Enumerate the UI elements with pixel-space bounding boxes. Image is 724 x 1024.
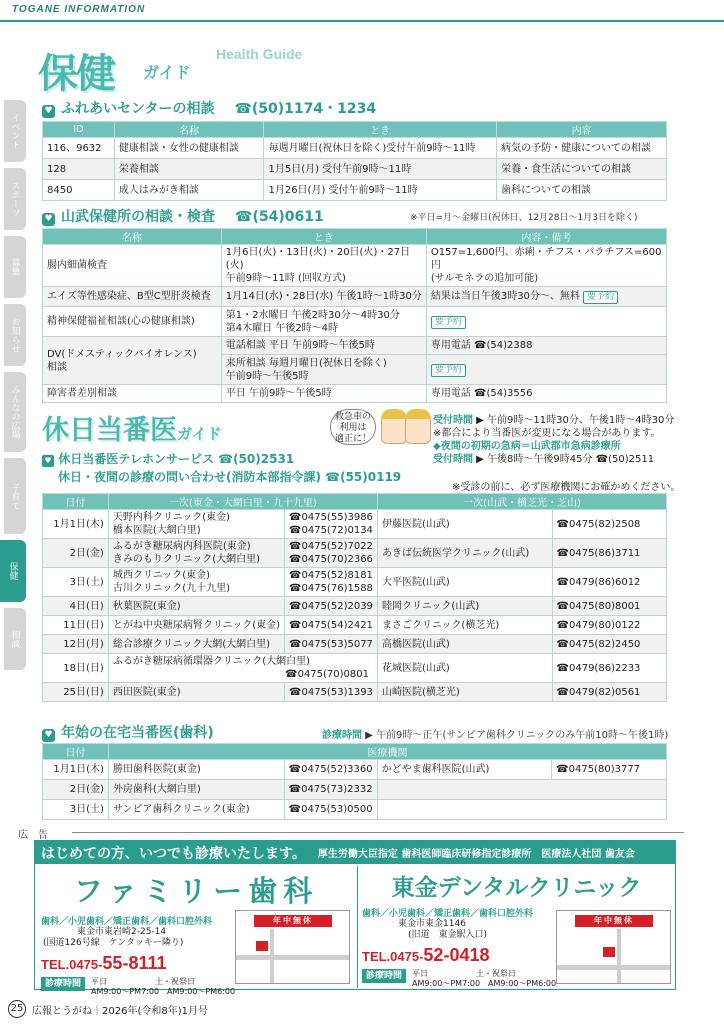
fureai-table <box>42 121 667 201</box>
cell-date: 2日(金) <box>43 780 109 800</box>
side-tab-notice[interactable]: お知らせ <box>4 304 26 366</box>
side-tab-consult[interactable]: 相談 <box>4 608 26 670</box>
clinic-dept: 歯科／小児歯科／矯正歯科／歯科口腔外科 <box>362 909 534 919</box>
cell-tel: ☎0475(73)2332 <box>284 780 377 800</box>
map-pin-icon <box>256 941 268 951</box>
cell-content: O157=1,600円、赤痢・チフス・パラチフス=600円 (サルモネラの追加可能) <box>426 245 666 287</box>
col-header: ID <box>43 122 115 138</box>
clinic-tel: ☎0475(70)2366 <box>289 554 373 565</box>
table-header-row <box>43 229 667 245</box>
side-tab-health[interactable]: 保健 <box>0 540 26 602</box>
cell-when: 1月6日(火)・13日(火)・20日(火)・27日(火) 午前9時～11時 (回収方式) <box>221 245 426 287</box>
heart-icon: ♥ <box>42 729 55 742</box>
cell-content: 歯科についての相談 <box>497 180 667 201</box>
cell-tel: ☎0475(86)3711 <box>552 539 666 568</box>
table-row <box>43 138 667 159</box>
cell-tel: ☎0475(82)2508 <box>552 510 666 539</box>
nurse-illustration <box>405 410 431 444</box>
cell-clinic: 睦岡クリニック(山武) <box>378 597 553 616</box>
cell-tel <box>285 539 378 568</box>
confirm-note: ※受診の前に、必ず医療機関にお確かめください。 <box>452 482 681 493</box>
table-row <box>43 654 667 683</box>
side-tab-sports[interactable]: スポーツ <box>4 168 26 230</box>
cell-name: 障害者差別相談 <box>43 385 222 403</box>
cell-date: 4日(日) <box>43 597 109 616</box>
table-row <box>43 307 667 337</box>
cell-clinic: 花城医院(山武) <box>378 654 553 683</box>
table-row <box>43 760 667 780</box>
clinic-name: 橋本医院(大網白里) <box>112 525 201 536</box>
cell-date: 25日(日) <box>43 683 109 702</box>
page-title <box>38 42 303 97</box>
clinic-address-note: (旧道 東金駅入口) <box>408 930 488 940</box>
table-header-row <box>43 744 667 760</box>
fureai-title: ふれあいセンターの相談 <box>61 101 215 117</box>
cell-clinic: 山崎医院(横芝光) <box>378 683 553 702</box>
heart-icon: ♥ <box>42 455 54 467</box>
clinic-tel: ☎0475(52)7022 <box>289 541 373 552</box>
cell-date: 2日(金) <box>43 539 109 568</box>
cell-date: 1月1日(木) <box>43 760 109 780</box>
cell-content <box>426 307 666 337</box>
clinic-map <box>556 910 671 984</box>
footer <box>8 1000 208 1018</box>
cell-tel: ☎0475(82)2450 <box>552 635 666 654</box>
map-pin-icon <box>603 947 615 957</box>
dental-hours-label: 診療時間 <box>322 730 362 741</box>
cell-clinic <box>108 539 284 568</box>
cell-tel: ☎0475(80)3777 <box>552 760 667 780</box>
table-row <box>43 337 667 355</box>
col-header: 内容 <box>497 122 667 138</box>
header-rule <box>0 20 724 22</box>
ad-label: 広 告 <box>18 830 48 841</box>
col-header: 一次(東金・大網白里・九十九里) <box>108 494 377 510</box>
clinic-hours-days: 平日 土・祝祭日 <box>91 977 196 986</box>
cell-content: 専用電話 ☎(54)3556 <box>426 385 666 403</box>
col-header: 名称 <box>114 122 264 138</box>
cell-clinic <box>108 568 284 597</box>
reception-line: 受付時間 ▶ 午前9時～11時30分、午後1時～4時30分 <box>433 415 675 426</box>
change-note: ※都合により当番医が変更になる場合があります。 <box>433 428 661 439</box>
cell-tel: ☎0479(86)6012 <box>552 568 666 597</box>
speech-bubble: 救急車の 利用は 適正に！ <box>330 409 376 445</box>
holiday-title-sub: ガイド <box>177 425 222 443</box>
sanbu-table <box>42 228 667 403</box>
clinic-name: 城西クリニック(東金) <box>112 570 211 581</box>
cell-date: 12日(月) <box>43 635 109 654</box>
cell-tel: ☎0479(82)0561 <box>552 683 666 702</box>
reservation-badge: 要予約 <box>431 316 466 329</box>
clinic-name: きみのもりクリニック(大網白里) <box>112 554 261 565</box>
table-header-row <box>43 122 667 138</box>
sanbu-heading <box>42 206 324 226</box>
table-row <box>43 159 667 180</box>
col-header: 日付 <box>43 744 109 760</box>
clinic-name: 古川クリニック(九十九里) <box>112 583 231 594</box>
table-row <box>43 385 667 403</box>
cell-tel: ☎0479(86)2233 <box>552 654 666 683</box>
page-number: 25 <box>8 1000 26 1018</box>
side-tab-event[interactable]: イベント <box>4 100 26 162</box>
clinic-tel: ☎0475(55)3986 <box>289 512 373 523</box>
clinic-tel: ☎0475(70)0801 <box>285 669 370 680</box>
cell-tel: ☎0475(52)2039 <box>285 597 378 616</box>
holiday-title-main: 休日当番医 <box>42 415 177 446</box>
cell-date: 18日(日) <box>43 654 109 683</box>
night-reception-hours: 午後8時～午後9時45分 ☎(50)2511 <box>487 454 655 465</box>
holiday-table <box>42 493 667 702</box>
side-tab-childcare[interactable]: 子育て <box>4 458 26 534</box>
open-all-year-badge: 年中無休 <box>254 915 332 927</box>
clinic-phone-prefix: TEL.0475- <box>41 957 103 972</box>
clinic-hours-times: AM9:00～PM7:00 AM9:00～PM6:00 <box>412 979 557 988</box>
cell-date: 1月1日(木) <box>43 510 109 539</box>
map-road <box>270 929 274 983</box>
clinic-phone-number: 52-0418 <box>423 945 490 965</box>
table-row <box>43 635 667 654</box>
cell-when: 1月14日(水)・28日(水) 午後1時～1時30分 <box>221 287 426 307</box>
cell-date: 3日(土) <box>43 568 109 597</box>
cell-clinic <box>108 510 284 539</box>
cell-clinic: 大平医院(山武) <box>378 568 553 597</box>
cell-name: DV(ドメスティックバイオレンス) 相談 <box>43 337 222 385</box>
cell-clinic: 勝田歯科医院(東金) <box>108 760 284 780</box>
cell-when: 1月5日(月) 受付午前9時～11時 <box>264 159 497 180</box>
reception-hours: 午前9時～11時30分、午後1時～4時30分 <box>487 415 675 426</box>
cell-clinic: 高橋医院(山武) <box>378 635 553 654</box>
title-english: Health Guide <box>216 46 303 62</box>
cell-tel: ☎0475(52)3360 <box>284 760 377 780</box>
table-row <box>43 510 667 539</box>
cell-clinic: あきば伝統医学クリニック(山武) <box>378 539 553 568</box>
cell-content: 病気の予防・健康についての相談 <box>497 138 667 159</box>
cell-content-text: 結果は当日午後3時30分～、無料 <box>430 290 580 302</box>
col-header: 名称 <box>43 229 222 245</box>
title-main: 保健 <box>38 51 114 97</box>
ad-subline: 厚生労働大臣指定 歯科医師臨床研修指定診療所 医療法人社団 歯友会 <box>317 849 635 860</box>
col-header: 内容・備考 <box>426 229 666 245</box>
cell-tel: ☎0475(53)0500 <box>284 800 377 820</box>
dental-table <box>42 743 667 820</box>
table-row <box>43 780 667 800</box>
map-road <box>557 965 670 970</box>
ad-headline: はじめての方、いつでも診療いたします。 <box>41 845 306 862</box>
cell-date: 11日(日) <box>43 616 109 635</box>
cell-clinic: 伊藤医院(山武) <box>378 510 553 539</box>
cell-name: 栄養相談 <box>114 159 264 180</box>
cell-when: 平日 午前9時～午後5時 <box>221 385 426 403</box>
col-header: とき <box>221 229 426 245</box>
open-all-year-badge: 年中無休 <box>575 915 653 927</box>
cell-clinic: サンピア歯科クリニック(東金) <box>108 800 284 820</box>
col-header: とき <box>264 122 497 138</box>
reservation-badge: 要予約 <box>431 364 466 377</box>
clinic-dept: 歯科／小児歯科／矯正歯科／歯科口腔外科 <box>41 917 213 927</box>
fureai-tel: ☎(50)1174・1234 <box>234 101 377 117</box>
clinic-family <box>37 866 355 996</box>
holiday-info <box>433 414 674 466</box>
night-reception-label: 受付時間 <box>433 454 473 465</box>
cell-tel: ☎0475(54)2421 <box>285 616 378 635</box>
header-bar <box>0 0 724 22</box>
cell-content <box>426 287 666 307</box>
cell-name: 成人はみがき相談 <box>114 180 264 201</box>
dental-heading <box>42 722 214 742</box>
cell-empty <box>377 800 666 820</box>
clinic-tel: ☎0475(76)1588 <box>289 583 373 594</box>
dental-title: 年始の在宅当番医(歯科) <box>61 725 214 741</box>
telservice: 休日当番医テレホンサービス ☎(50)2531 <box>58 452 295 466</box>
cell-clinic <box>108 654 377 683</box>
sanbu-title: 山武保健所の相談・検査 <box>61 209 215 225</box>
publication-name: 広報とうがね｜2026年(令和8年)1月号 <box>32 1005 208 1017</box>
clinic-hours-label: 診療時間 <box>362 969 406 983</box>
sanbu-note: ※平日=月～金曜日(祝休日、12月28日～1月3日を除く) <box>410 213 638 223</box>
clinic-name: 天野内科クリニック(東金) <box>112 512 231 523</box>
cell-id: 8450 <box>43 180 115 201</box>
clinic-address: 東金市東岩崎2-25-14 <box>77 927 167 937</box>
table-row <box>43 597 667 616</box>
cell-name: 健康相談・女性の健康相談 <box>114 138 264 159</box>
table-row <box>43 568 667 597</box>
clinic-hours-times: AM9:00～PM7:00 AM9:00～PM6:00 <box>91 987 236 996</box>
heart-icon: ♥ <box>42 105 55 118</box>
clinic-map <box>235 910 350 984</box>
table-row <box>43 683 667 702</box>
cell-id: 128 <box>43 159 115 180</box>
clinic-name: ふるがき糖尿病内科医院(東金) <box>112 541 251 552</box>
clinic-tel: ☎0475(52)8181 <box>289 570 373 581</box>
cell-when: 来所相談 毎週月曜日(祝休日を除く) 午前9時～午後5時 <box>221 355 426 385</box>
dental-hours-text: 午前9時～正午(サンピア歯科クリニックのみ午前10時～午後1時) <box>376 730 669 741</box>
cell-content: 栄養・食生活についての相談 <box>497 159 667 180</box>
clinic-address-note: (国道126号線 ケンタッキー隣り) <box>43 938 184 948</box>
cell-id: 116、9632 <box>43 138 115 159</box>
night-inquiry: 休日・夜間の診療の問い合わせ(消防本部指令課) ☎(55)0119 <box>58 470 402 484</box>
cell-when: 毎週月曜日(祝休日を除く)受付午前9時～11時 <box>264 138 497 159</box>
col-header: 一次(山武・横芝光・芝山) <box>378 494 667 510</box>
cell-clinic: 外房歯科(大網白里) <box>108 780 284 800</box>
clinic-phone-prefix: TEL.0475- <box>362 949 424 964</box>
reservation-badge: 要予約 <box>583 291 618 304</box>
header-tag: TOGANE INFORMATION <box>12 4 146 15</box>
cell-when: 第1・2水曜日 午後2時30分～4時30分 第4木曜日 午後2時～4時 <box>221 307 426 337</box>
clinic-phone-number: 55-8111 <box>102 953 167 973</box>
cell-content: 専用電話 ☎(54)2388 <box>426 337 666 355</box>
holiday-tel-lines <box>42 450 401 486</box>
cell-date: 3日(土) <box>43 800 109 820</box>
cell-clinic: 秋葉医院(東金) <box>108 597 284 616</box>
cell-clinic: とがね中央糖尿病腎クリニック(東金) <box>108 616 284 635</box>
cell-tel: ☎0475(53)5077 <box>285 635 378 654</box>
cell-when: 電話相談 平日 午前9時～午後5時 <box>221 337 426 355</box>
side-tab-plaza[interactable]: みんなの広場 <box>4 372 26 452</box>
night-clinic: ◆夜間の初期の急病＝山武郡市急病診療所 <box>433 441 621 452</box>
ad-divider <box>72 832 684 833</box>
table-row <box>43 245 667 287</box>
table-row <box>43 539 667 568</box>
clinic-hours-days: 平日 土・祝祭日 <box>412 969 517 978</box>
title-sub: ガイド <box>143 63 191 82</box>
telservice-line <box>42 450 401 468</box>
cell-clinic: まさごクリニック(横芝光) <box>378 616 553 635</box>
fureai-heading <box>42 98 376 118</box>
ad-box <box>34 840 676 996</box>
clinic-name: ふるがき糖尿病循環器クリニック(大網白里) <box>112 656 311 667</box>
sanbu-tel: ☎(54)0611 <box>235 209 324 225</box>
clinic-hours-label: 診療時間 <box>41 977 85 991</box>
cell-name: エイズ等性感染症、B型C型肝炎検査 <box>43 287 222 307</box>
map-road <box>236 955 349 960</box>
cell-tel: ☎0479(80)0122 <box>552 616 666 635</box>
ad-header <box>35 841 675 864</box>
cell-tel: ☎0475(80)8001 <box>552 597 666 616</box>
table-row <box>43 180 667 201</box>
col-header: 医療機関 <box>108 744 666 760</box>
map-road <box>617 929 621 983</box>
holiday-title <box>42 408 222 447</box>
side-tab-recruit[interactable]: 募集 <box>4 236 26 298</box>
cell-tel <box>285 510 378 539</box>
cell-tel <box>285 568 378 597</box>
col-header: 日付 <box>43 494 109 510</box>
table-header-row <box>43 494 667 510</box>
clinic-name: ファミリー歯科 <box>73 874 319 908</box>
night-line: 受付時間 ▶ 午後8時～午後9時45分 ☎(50)2511 <box>433 454 655 465</box>
table-row <box>43 287 667 307</box>
cell-clinic: かどやま歯科医院(山武) <box>377 760 552 780</box>
clinic-tel: ☎0475(72)0134 <box>289 525 373 536</box>
cell-when: 1月26日(月) 受付午前9時～11時 <box>264 180 497 201</box>
clinic-address: 東金市東金1146 <box>398 919 466 929</box>
cell-clinic: 総合診療クリニック大網(大網白里) <box>108 635 284 654</box>
cell-empty <box>377 780 666 800</box>
cell-tel: ☎0475(53)1393 <box>285 683 378 702</box>
clinic-togane <box>357 866 675 988</box>
nurse-illustration <box>381 410 407 444</box>
cell-clinic: 西田医院(東金) <box>108 683 284 702</box>
heart-icon: ♥ <box>42 213 55 226</box>
cell-name: 腸内細菌検査 <box>43 245 222 287</box>
table-row <box>43 800 667 820</box>
table-row <box>43 616 667 635</box>
cell-content <box>426 355 666 385</box>
reception-label: 受付時間 <box>433 415 473 426</box>
clinic-name: 東金デンタルクリニック <box>391 875 642 901</box>
cell-name: 精神保健福祉相談(心の健康相談) <box>43 307 222 337</box>
dental-hours: 診療時間 ▶ 午前9時～正午(サンピア歯科クリニックのみ午前10時～午後1時) <box>322 730 669 741</box>
